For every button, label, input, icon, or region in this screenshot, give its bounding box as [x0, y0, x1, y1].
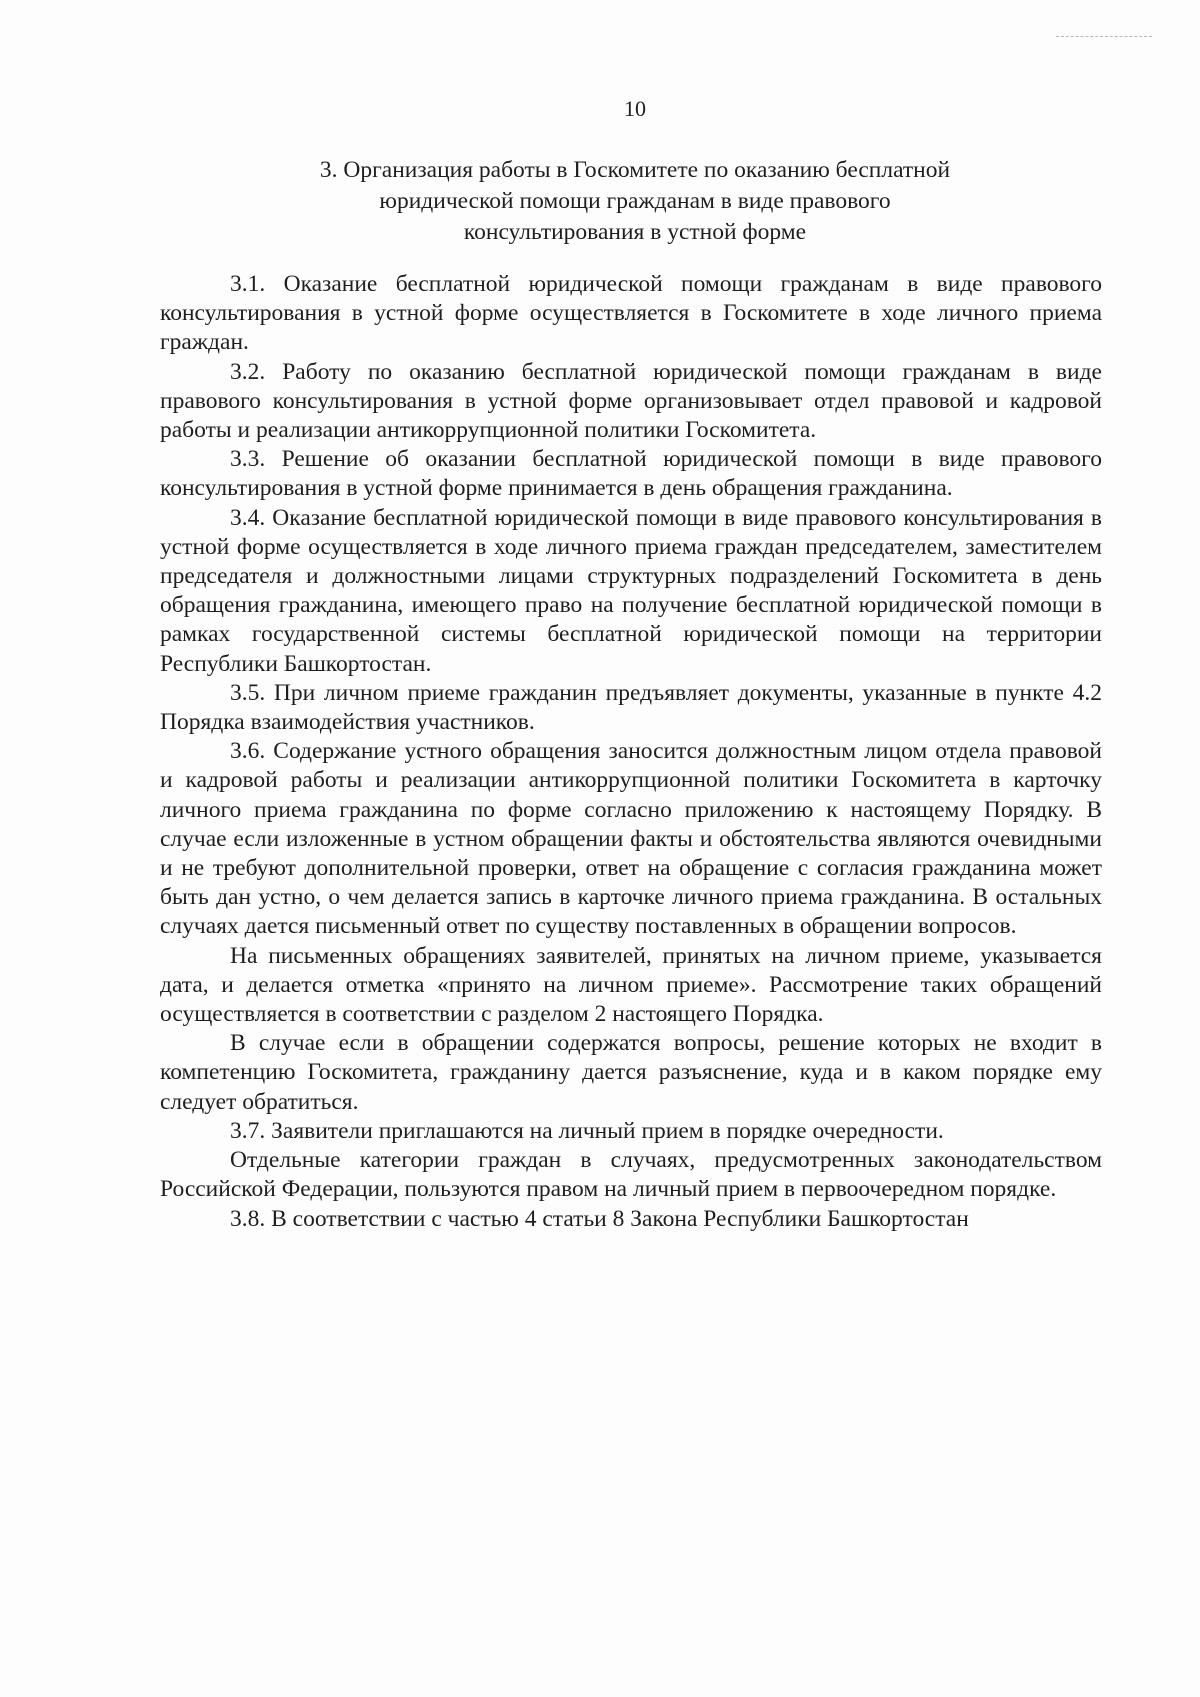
paragraph-3-2: 3.2. Работу по оказанию бесплатной юридической помощи гражданам в виде правового консультирования в устной форме организовывает отдел правовой и кадровой работы и реализации антикоррупционной политики Госкомитета. — [160, 358, 1102, 444]
section-heading — [200, 155, 1070, 248]
paragraph-competence: В случае если в обращении содержатся вопросы, решение которых не входит в компетенцию Госкомитета, гражданину дается разъяснение, куда и в каком порядке ему следует обратиться. — [160, 1030, 1102, 1115]
scan-artifact — [1056, 36, 1152, 39]
page-number: 10 — [624, 96, 646, 121]
paragraph-3-6: 3.6. Содержание устного обращения заносится должностным лицом отдела правовой и кадровой работы и реализации антикоррупционной политики Госкомитета в карточку личного приема гражданина по форме согласно приложению к настоящему Порядку. В случае если изложенные в устном обращении факты и обстоятельства являются очевидными и не требуют дополнительной проверки, ответ на обращение с согласия гражданина может быть дан устно, о чем делается запись в карточке личного приема гражданина. В остальных случаях дается письменный ответ по существу поставленных в обращении вопросов. — [160, 738, 1102, 940]
paragraph-3-5: 3.5. При личном приеме гражданин предъявляет документы, указанные в пункте 4.2 Порядка взаимодействия участников. — [160, 679, 1102, 736]
heading-line-1: 3. Организация работы в Госкомитете по оказанию бесплатной — [319, 157, 951, 183]
paragraph-3-8: 3.8. В соответствии с частью 4 статьи 8 Закона Республики Башкортостан — [230, 1205, 969, 1232]
paragraph-written-appeals: На письменных обращениях заявителей, принятых на личном приеме, указывается дата, и делается отметка «принято на личном приеме». Рассмотрение таких обращений осуществляется в соответствии с разделом 2 настоящего Порядка. — [160, 942, 1102, 1028]
heading-line-2: юридической помощи гражданам в виде правового — [379, 188, 891, 214]
paragraph-3-7: 3.7. Заявители приглашаются на личный прием в порядке очередности. — [230, 1117, 944, 1144]
body-text — [160, 270, 1102, 1234]
paragraph-3-3: 3.3. Решение об оказании бесплатной юридической помощи в виде правового консультирования в устной форме принимается в день обращения гражданина. — [160, 446, 1102, 502]
heading-line-3: консультирования в устной форме — [463, 219, 807, 245]
paragraph-3-4: 3.4. Оказание бесплатной юридической помощи в виде правового консультирования в устной форме осуществляется в ходе личного приема граждан председателем, заместителем председателя и должностными лицами структурных подразделений Госкомитета в день обращения гражданина, имеющего право на получение бесплатной юридической помощи в рамках государственной системы бесплатной юридической помощи на территории Республики Башкортостан. — [160, 504, 1102, 677]
paragraph-3-1: 3.1. Оказание бесплатной юридической помощи гражданам в виде правового консультирования в устной форме осуществляется в Госкомитете в ходе личного приема граждан. — [160, 271, 1102, 356]
paragraph-priority: Отдельные категории граждан в случаях, предусмотренных законодательством Российской Федерации, пользуются правом на личный прием в первоочередном порядке. — [160, 1147, 1102, 1203]
